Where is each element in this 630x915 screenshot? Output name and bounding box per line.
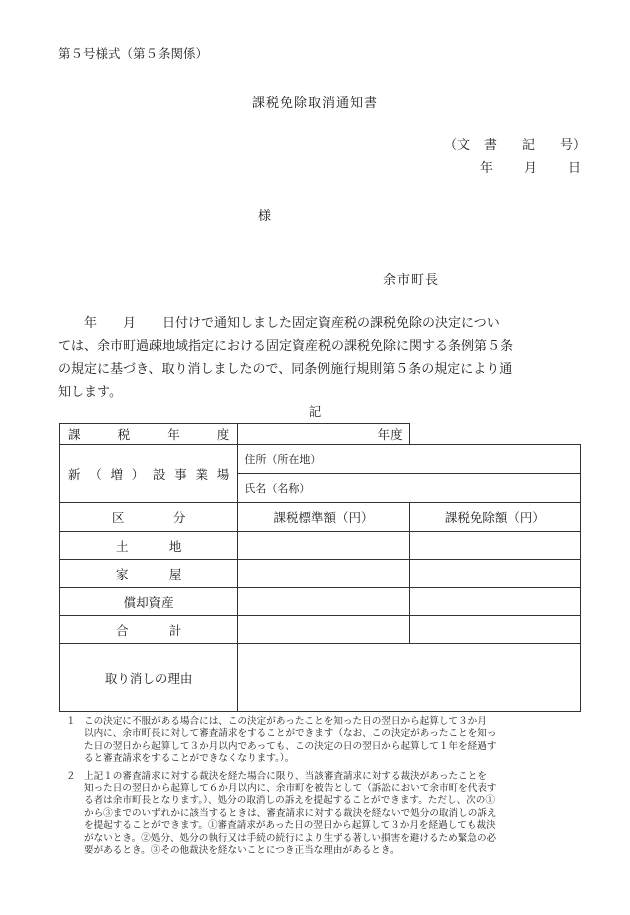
exempt-amount-cell	[409, 588, 580, 616]
note-number: ２	[66, 770, 76, 782]
body-text	[58, 312, 588, 404]
doc-number-part: 書	[484, 138, 498, 153]
reason-value-cell	[238, 644, 581, 712]
date-year: 年	[480, 161, 494, 176]
note-line: る者は余市町長となります。）、処分の取消しの訴えを提起することができます。ただし、次の①	[84, 795, 495, 807]
row-label-cell	[60, 616, 238, 644]
standard-amount-cell	[238, 588, 409, 616]
establishment-label-char: 新	[68, 466, 81, 482]
tax-year-value-cell	[238, 424, 409, 445]
row-label-char: 計	[168, 622, 182, 638]
doc-number-part: （文	[444, 138, 471, 153]
notes	[58, 716, 588, 862]
note-line: から③までのいずれかに該当するときは、審査請求に対する裁決を経ないで処分の取消しの訴え	[84, 807, 497, 819]
table-row	[60, 532, 581, 560]
exempt-amount-cell	[409, 560, 580, 588]
address-cell	[238, 445, 581, 474]
tax-year-label-char: 税	[117, 427, 131, 442]
body-line: の規定に基づき、取り消しましたので、同条例施行規則第５条の規定により通	[58, 362, 513, 377]
row-label-char: 屋	[168, 566, 182, 582]
date-day: 日	[568, 161, 582, 176]
table-row	[60, 644, 581, 712]
body-line: 年 月 日付けで通知しました固定資産税の課税免除の決定につい	[58, 316, 500, 331]
ki-heading: 記	[308, 404, 322, 419]
note-line: 知った日の翌日から起算して６か月以内に、余市町を被告として（訴訟において余市町を代表す	[84, 783, 497, 795]
tax-year-label-char: 課	[68, 427, 81, 442]
row-label-char: 合	[116, 622, 129, 638]
table-row	[60, 588, 581, 616]
document-date	[480, 157, 581, 176]
tax-year-label-char: 年	[167, 427, 180, 442]
establishment-label-cell	[60, 445, 238, 503]
note-number: １	[66, 716, 76, 727]
row-label-char: 家	[116, 566, 129, 582]
note-line: 要があるとき。③その他裁決を経ないことにつき正当な理由があるとき。	[84, 845, 400, 857]
name-label: 氏名（名称）	[244, 482, 311, 495]
category-label-char: 区	[112, 510, 125, 525]
body-line: 知します。	[58, 385, 122, 400]
note-line: この決定に不服がある場合には、この決定があったことを知った日の翌日から起算して３か月	[84, 716, 487, 727]
row-label-char: 土	[116, 538, 129, 554]
establishment-label-char: 場	[216, 466, 230, 482]
table-row	[60, 616, 581, 644]
row-label-cell	[60, 588, 238, 616]
form-number: 第５号様式（第５条関係）	[58, 46, 209, 61]
doc-number-part: 号）	[560, 138, 587, 153]
note-line: た日の翌日から起算して３か月以内であっても、この決定の日の翌日から起算して１年を経過す	[84, 740, 497, 752]
reason-label: 取り消しの理由	[104, 670, 193, 686]
tax-year-label-cell	[60, 424, 238, 445]
standard-amount-cell	[238, 532, 409, 560]
table-row	[60, 560, 581, 588]
row-label-char: 地	[168, 538, 182, 554]
establishment-label-char: （	[89, 466, 102, 482]
note-line: がないとき。②処分、処分の執行又は手続の続行により生ずる著しい損害を避けるため緊急の必	[84, 832, 497, 844]
note-line: ると審査請求をすることができなくなります。）。	[84, 753, 295, 765]
category-label-char: 分	[172, 510, 186, 525]
table-row	[60, 445, 581, 474]
standard-amount-cell	[238, 616, 409, 644]
col-standard-header: 課税標準額（円）	[238, 503, 409, 532]
body-line: ては、余市町過疎地域指定における固定資産税の課税免除に関する条例第５条	[58, 339, 514, 354]
note-line: 上記１の審査請求に対する裁決を経た場合に限り、当該審査請求に対する裁決があったことを	[84, 770, 487, 782]
row-label-cell	[60, 560, 238, 588]
details-table	[59, 423, 581, 712]
note-item	[58, 716, 588, 766]
row-label: 償却資産	[123, 594, 174, 610]
establishment-label-char: 事	[174, 466, 187, 482]
recipient-suffix: 様	[258, 209, 272, 224]
establishment-label-char: 増	[110, 466, 124, 482]
table-row	[60, 503, 581, 532]
doc-number-part: 記	[522, 138, 536, 153]
row-label-cell	[60, 532, 238, 560]
name-cell	[238, 474, 581, 503]
note-item	[58, 771, 588, 858]
exempt-amount-cell	[409, 532, 580, 560]
blank-cell	[409, 424, 580, 445]
note-line: を提起することができます。①審査請求があった日の翌日から起算して３か月を経過しても裁決	[84, 820, 496, 832]
table-row	[60, 424, 581, 445]
category-label-cell	[60, 503, 238, 532]
document-number	[444, 134, 586, 153]
exempt-amount-cell	[409, 616, 580, 644]
establishment-label-char: ）	[131, 466, 145, 482]
issuer: 余市町長	[383, 273, 440, 288]
tax-year-label-char: 度	[216, 427, 230, 442]
establishment-label-char: 業	[195, 466, 209, 482]
tax-year-suffix: 年度	[377, 427, 403, 442]
date-month: 月	[524, 161, 538, 176]
standard-amount-cell	[238, 560, 409, 588]
reason-label-cell	[60, 644, 238, 712]
col-exempt-header: 課税免除額（円）	[409, 503, 580, 532]
note-line: 以内に、余市町長に対して審査請求をすることができます（なお、この決定があったことを知っ	[84, 728, 497, 740]
document-title: 課税免除取消通知書	[251, 96, 378, 111]
address-label: 住所（所在地）	[244, 453, 322, 466]
establishment-label-char: 設	[153, 466, 166, 482]
